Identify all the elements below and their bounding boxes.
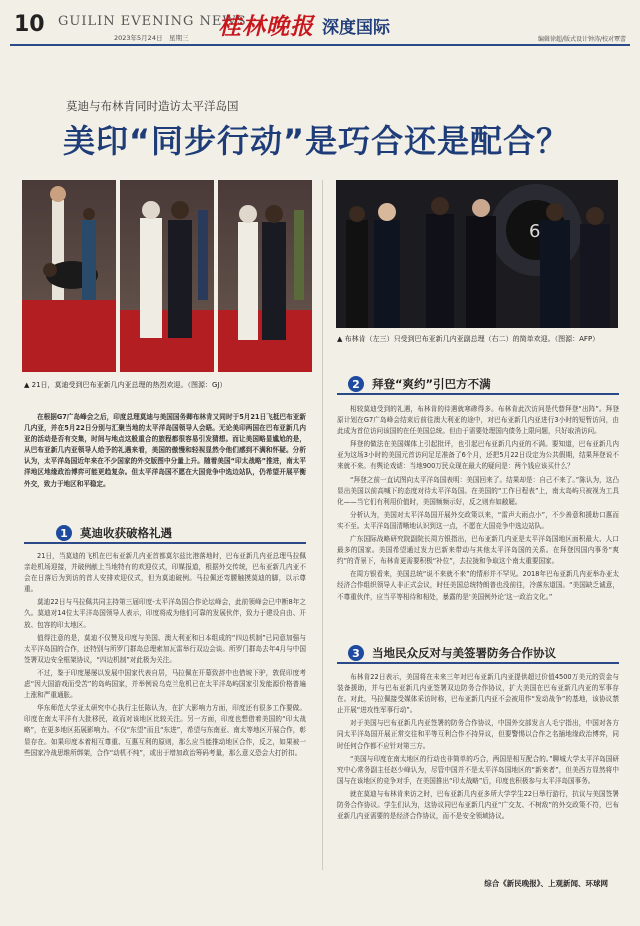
photo-left-caption (24, 380, 314, 391)
paragraph: 值得注意的是，莫迪不仅赞及印度与美国、澳大利亚和日本组成的“四边机制”已同意加强与太平洋岛国的合作，还特别与所罗门群岛总理索加瓦雷举行双边会谈。所罗门群岛去年4月与中国签署双边安全框架协议，“四边机制”对此极为关注。 (24, 633, 306, 664)
section-title: 拜登“爽约”引巴方不满 (372, 377, 491, 391)
paragraph: 莫迪22日与马拉佩共同主持第三届印度-太平洋岛国合作论坛峰会，此前领峰会已中断8年之久。莫迪对14位太平洋岛国领导人表示，印度将成为他们可靠的发展伙伴，致力于建设自由、开放、包容的印太地区。 (24, 598, 306, 629)
section-number: 3 (348, 645, 364, 661)
section-heading-1 (56, 525, 172, 541)
section-number: 2 (348, 376, 364, 392)
paragraph: 21日，当莫迪的飞机在巴布亚新几内亚首都莫尔兹比港落地时，巴布亚新几内亚总理马拉佩亲赴机场迎接，并破例献上当地特有的欢迎仪式，印媒报道，根据外交传统，巴布亚新几内亚不会在日落后为到访的首人安排欢迎仪式，但为莫迪破例。马拉佩还弯腰触摸莫迪的脚，以示尊重。 (24, 552, 306, 594)
lead-text: 在根据G7广岛峰会之后，印度总理莫迪与美国国务卿布林肯又同时于5月21日飞抵巴布亚新几内亚，并在5月22日分别与汇聚当地的太平洋岛国领导人会晤。无论美印两国在巴布亚新几内亚的活动是否有交集，时间与地点这般重合的旅程都很容易引发猜想。而让美国略显尴尬的是，从巴布亚新几内亚领导人给予的礼遇来看，美国的傲慢和轻视显然令他们感到不满和怀疑。分析认为，太平洋岛国近年来在不少国家的外交版图中分量上升。随着美国“印太战略”推进，南太平洋地区地缘政治博弈可能更趋复杂。但太平洋岛国不愿在大国竞争中选边站队，仍希望开展平衡外交，致力于地区和平稳定。 (24, 413, 306, 488)
photo-modi-welcome (22, 180, 312, 372)
article-lead (24, 412, 306, 492)
editor-credits: 编辑徐超/版式设计钟涛/校对覃蕾 (537, 36, 626, 43)
paragraph: “拜登之前一直试图向太平洋岛国表明：美国回来了。结果却是：自己不来了。”陈认为，这凸显出美国以前高喊下的态度对待太平洋岛国。在美国的“工作日程表”上，南太岛屿只被视为工具化——当它们有利用价值时，美国频频示好，反之则弃如敝屣。 (337, 475, 619, 506)
photo-blinken-arrival (336, 180, 618, 328)
paragraph: 对于美国与巴布亚新几内亚签署的防务合作协议，中国外交部发言人毛宁指出，中国对各方同太平洋岛国开展正常交往和平等互利合作不持异议，但要警惕以合作之名插地缘政治博弈，同时任何合作都不应针对第三方。 (337, 719, 619, 750)
paragraph: 布林肯22日表示，美国将在未来三年对巴布亚新几内亚提供超过价值4500万美元的资金与装备援助，并与巴布亚新几内亚签署双边防务合作协议，扩大美国在巴布亚新几内亚的军事存在。对此，马拉佩接受媒体采访时称，巴布亚新几内亚不会被用作“发动战争”的基地，该协议禁止开展“进攻性军事行动”。 (337, 673, 619, 715)
paragraph: 拜登的做法在美国媒体上引起批评，也引起巴布亚新几内亚的不满。要知道，巴布亚新几内亚为这场3小时的美国元首访问足足准备了6个月，还把5月22日设定为公共假期，结果拜登说不来就不来。有舆论戏谑：当地900万民众现在最大的疑问是：两个钱应该买什么？ (337, 440, 619, 471)
caption-arrow-icon: ▲ (337, 335, 343, 343)
section-rule (337, 393, 619, 395)
photo-right-caption-text: 布林肯（左三）只受到巴布亚新几内亚副总理（右二）的简单欢迎。（图源：AFP） (344, 335, 600, 343)
article-headline: 美印“同步行动”是巧合还是配合？ (63, 122, 570, 160)
section-body-3 (337, 672, 619, 862)
article-kicker: 莫迪与布林肯同时造访太平洋岛国 (66, 99, 239, 113)
page-number: 10 (14, 12, 45, 37)
photo-right-caption (337, 334, 619, 345)
header-rule (10, 44, 630, 46)
article-source: 综合《新民晚报》、上观新闻、环球网 (484, 879, 608, 888)
section-number: 1 (56, 525, 72, 541)
caption-arrow-icon: ▲ (24, 381, 30, 389)
paragraph: 在周方银看来，美国总统“说不来就不来”的情形并不罕见。2018年巴布亚新几内亚举办亚太经济合作组织领导人非正式会议，时任美国总统特朗普也没前往，冷落东道国。“美国缺乏诚意，不尊重伙伴，应当平等相待和相处，暴露的是‘美国例外论’这一政治文化。” (337, 570, 619, 601)
paragraph: 华东师范大学亚太研究中心执行主任陈认为，在扩大影响力方面，印度还有很多工作要做。印度在南太平洋有大批移民，故而对该地区比较关注。另一方面，印度也想借着美国的“印太战略”，在更多地区拓展影响力。不仅“东望”而且“东进”，希望与东南亚、南太等地区开展合作，彰显存在。如果印度本着相互尊重、互惠互利的原则，那么应当能推动地区合作，反之，如果被一些国家冷战思维所绑架，合作“动机不纯”，或出于增加政治筹码考量，那么意义恐会大打折扣。 (24, 704, 306, 757)
paragraph: 就在莫迪与布林肯来访之时，巴布亚新几内亚多所大学学生22日举行游行，抗议与美国签署防务合作协议。学生们认为，这协议同巴布亚新几内亚“广交友、不树敌”的外交政策不符，巴布亚新几内亚需要的是经济合作协议，而不是安全领域协议。 (337, 789, 619, 821)
photo-left-caption-text: 21日，莫迪受到巴布亚新几内亚总理的热烈欢迎。（图源：GJ） (31, 381, 227, 389)
section-heading-2 (348, 376, 491, 392)
svg-text:6: 6 (529, 221, 541, 242)
section-rule (24, 542, 306, 544)
column-divider (322, 180, 323, 870)
section-body-2 (337, 404, 619, 625)
paragraph: 分析认为，美国对太平洋岛国开展外交政策以来，“雷声大雨点小”，不少善意和援助口惠而实不至。太平洋岛国清晰地认识到这一点，不愿在大国竞争中选边站队。 (337, 510, 619, 530)
paragraph: 广东国际战略研究院副院长周方银指出，巴布亚新几内亚是太平洋岛国地区面积最大、人口最多的国家。美国希望通过发力巴新来带动与其他太平洋岛国的关系。在拜登因国内事务“爽约”的背景下，布林肯更需要积极“补位”，去拉拢和争取这个南太重要国家。 (337, 535, 619, 566)
section-title: 当地民众反对与美签署防务合作协议 (372, 646, 556, 660)
paragraph: “美国与印度在南太地区的行动也非简单的巧合，两国是相互配合的。”聊城大学太平洋岛国研究中心常务副主任赵少峰认为，尽管中国并不是太平洋岛国地区的“新来者”，但美西方显然将中国与在该地区的竞争对手，在美国推出“印太战略”后，印度也积极参与太平洋岛国事务。 (337, 754, 619, 785)
section-title: 莫迪收获破格礼遇 (80, 526, 172, 540)
section-title: 深度国际 (322, 18, 390, 38)
issue-date: 2023年5月24日 星期三 (114, 34, 189, 42)
paragraph: 不过，鉴于印度屡屡以发展中国家代表自居，马拉佩在开幕致辞中也借坡下驴，敦促印度考虑“因大国游戏而受苦”的岛屿国家，并举例说乌克兰危机已在太平洋岛屿国家引发能源价格普遍上涨和严重通胀。 (24, 668, 306, 700)
section-body-1 (24, 551, 306, 866)
paper-name-en: GUILIN EVENING NEWS (58, 14, 247, 29)
section-heading-3 (348, 645, 556, 661)
section-rule (337, 662, 619, 664)
paragraph: 相较莫迪受到的礼遇，布林肯的待遇就寒碜得多。布林肯此次访问是代替拜登“出阵”。拜登原计划在G7广岛峰会结束后前往澳大利亚的途中，对巴布亚新几内亚进行3小时的短暂访问，由此成为首位访问该国的在任美国总统。但由于需要处理国内债务上限问题，只好取消访问。 (337, 405, 619, 436)
paper-logo: 桂林晚报 (218, 13, 314, 40)
